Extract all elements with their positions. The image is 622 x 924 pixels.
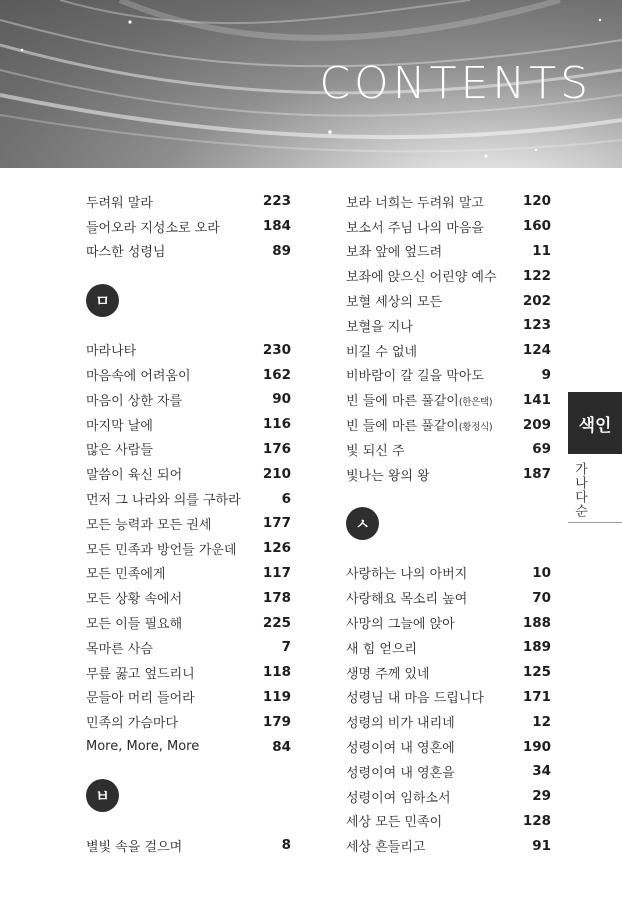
entry-title: 목마른 사슴 [86,641,153,657]
index-entry [86,585,291,610]
entry-page: 11 [532,242,551,259]
index-entry [86,561,291,586]
entry-title: 보혈 세상의 모든 [346,295,443,311]
entry-title: 모든 상황 속에서 [86,592,183,608]
section-header [346,487,551,561]
header-banner [0,0,622,168]
index-entry [346,189,551,214]
entry-page: 119 [262,688,291,705]
entry-note: (황정식) [458,422,493,434]
entry-page: 120 [522,193,551,210]
entry-title: 비길 수 없네 [346,344,418,360]
index-entry [86,412,291,437]
entry-page: 179 [262,713,291,730]
index-entry [346,833,551,858]
entry-page: 184 [262,218,291,235]
entry-title: 마음속에 어려움이 [86,369,191,385]
entry-title: 생명 주께 있네 [346,666,430,682]
entry-title: 성령님 내 마음 드립니다 [346,691,484,707]
entry-page: 177 [262,515,291,532]
index-entry [86,833,291,858]
entry-title: 모든 민족과 방언들 가운데 [86,542,237,558]
index-entry [346,412,551,437]
entry-page: 209 [522,416,551,433]
index-entry [86,337,291,362]
index-entry [86,486,291,511]
index-entry [86,536,291,561]
entry-page: 84 [272,738,291,755]
index-entry [86,685,291,710]
entry-title: 보혈을 지나 [346,319,413,335]
entry-title: 모든 이들 필요해 [86,617,183,633]
entry-page: 128 [522,812,551,829]
page-title: CONTENTS [319,58,592,109]
entry-page: 7 [281,639,291,656]
index-entry [346,462,551,487]
index-entry [346,635,551,660]
entry-page: 210 [262,465,291,482]
index-entry [346,759,551,784]
index-entry [346,709,551,734]
section-header [86,759,291,833]
entry-title-wrap [346,415,492,434]
entry-page: 123 [522,317,551,334]
index-column-left [86,189,291,858]
entry-page: 126 [262,540,291,557]
index-entry [86,461,291,486]
index-tab[interactable]: 색인 [568,392,622,454]
entry-page: 188 [522,614,551,631]
entry-title: 성령의 비가 내리네 [346,716,455,732]
entry-page: 187 [522,466,551,483]
entry-page: 230 [262,341,291,358]
index-column-right [346,189,551,858]
index-entry [346,437,551,462]
entry-page: 202 [522,292,551,309]
entry-title: More, More, More [86,739,200,755]
entry-page: 6 [281,490,291,507]
index-entry [346,214,551,239]
entry-title: 먼저 그 나라와 의를 구하라 [86,493,241,509]
entry-title: 새 힘 얻으리 [346,641,418,657]
index-entry [86,734,291,759]
entry-title-wrap [346,390,492,409]
entry-title: 성령이여 내 영혼을 [346,765,455,781]
index-entry [346,561,551,586]
entry-title: 모든 능력과 모든 권세 [86,517,212,533]
entry-page: 10 [532,564,551,581]
entry-page: 125 [522,664,551,681]
index-entry [346,784,551,809]
entry-title: 보소서 주님 나의 마음을 [346,220,484,236]
index-entry [346,685,551,710]
entry-title: 마라나타 [86,344,137,360]
entry-title: 문들아 머리 들어라 [86,691,195,707]
entry-page: 29 [532,788,551,805]
entry-page: 91 [532,837,551,854]
entry-title: 보좌 앞에 엎드려 [346,245,443,261]
index-entry [346,263,551,288]
index-entry [346,809,551,834]
section-letter-badge: ㅁ [86,284,119,317]
index-entry [86,189,291,214]
index-entry [86,239,291,264]
entry-page: 116 [262,416,291,433]
sort-order-label: 가나다순 [572,462,587,518]
entry-page: 225 [262,614,291,631]
entry-page: 124 [522,342,551,359]
section-header [86,263,291,337]
entry-title: 마음이 상한 자를 [86,393,183,409]
index-entry [86,437,291,462]
entry-title: 들어오라 지성소로 오라 [86,220,220,236]
section-letter-badge: ㅂ [86,779,119,812]
entry-title: 사랑해요 목소리 높여 [346,592,468,608]
entry-title: 성령이여 내 영혼에 [346,741,455,757]
index-entry [86,511,291,536]
entry-title: 많은 사람들 [86,443,153,459]
entry-title: 사망의 그늘에 앉아 [346,617,455,633]
index-entry [346,734,551,759]
entry-page: 141 [522,391,551,408]
index-entry [346,313,551,338]
index-entry [346,239,551,264]
entry-page: 89 [272,242,291,259]
entry-page: 69 [532,441,551,458]
entry-title: 빈 들에 마른 풀같이 [346,394,459,410]
entry-note: (한은택) [458,397,493,409]
index-entry [346,288,551,313]
entry-title: 별빛 속을 걸으며 [86,839,183,855]
index-entry [346,387,551,412]
entry-title: 말씀이 육신 되어 [86,468,183,484]
entry-page: 12 [532,713,551,730]
entry-title: 성령이여 임하소서 [346,790,451,806]
entry-title: 비바람이 갈 길을 막아도 [346,369,484,385]
entry-page: 118 [262,664,291,681]
index-entry [86,387,291,412]
entry-page: 122 [522,267,551,284]
entry-page: 189 [522,639,551,656]
index-entry [86,709,291,734]
entry-page: 171 [522,688,551,705]
entry-page: 9 [541,366,551,383]
entry-title: 빛나는 왕의 왕 [346,468,430,484]
index-entry [86,214,291,239]
entry-page: 117 [262,564,291,581]
entry-page: 176 [262,440,291,457]
entry-title: 세상 흔들리고 [346,840,426,856]
entry-page: 178 [262,589,291,606]
entry-page: 160 [522,218,551,235]
entry-title: 보라 너희는 두려워 말고 [346,195,484,211]
entry-page: 162 [262,366,291,383]
divider [568,522,622,523]
entry-page: 90 [272,391,291,408]
index-entry [86,610,291,635]
index-entry [346,660,551,685]
entry-page: 34 [532,763,551,780]
entry-title: 보좌에 앉으신 어린양 예수 [346,270,497,286]
entry-page: 70 [532,589,551,606]
entry-page: 190 [522,738,551,755]
entry-title: 따스한 성령님 [86,245,166,261]
index-entry [86,635,291,660]
entry-title: 두려워 말라 [86,195,153,211]
index-entry [346,363,551,388]
index-entry [86,362,291,387]
entry-page: 223 [262,193,291,210]
entry-title: 마지막 날에 [86,418,153,434]
entry-title: 사랑하는 나의 아버지 [346,567,468,583]
index-entry [346,610,551,635]
entry-page: 8 [281,837,291,854]
index-entry [346,338,551,363]
entry-title: 빈 들에 마른 풀같이 [346,419,459,435]
entry-title: 무릎 꿇고 엎드리니 [86,666,195,682]
entry-title: 세상 모든 민족이 [346,815,443,831]
section-letter-badge: ㅅ [346,507,379,540]
index-entry [346,585,551,610]
entry-title: 민족의 가슴마다 [86,716,179,732]
index-entry [86,660,291,685]
entry-title: 빛 되신 주 [346,443,405,459]
entry-title: 모든 민족에게 [86,567,166,583]
